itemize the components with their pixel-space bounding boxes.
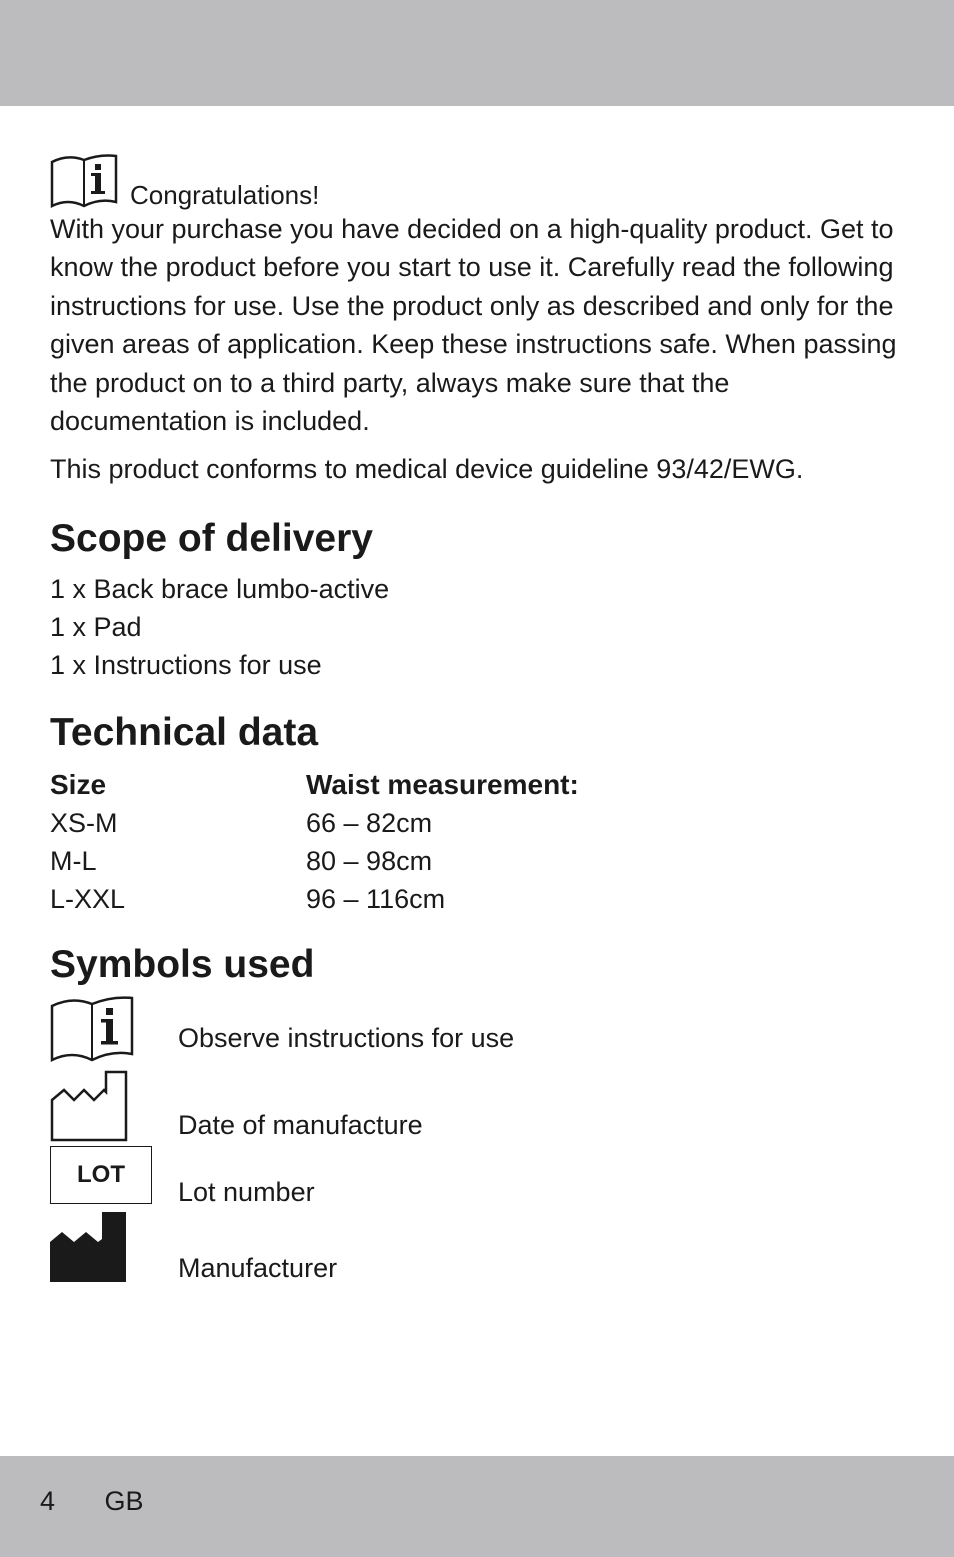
symbol-label: Lot number (178, 1177, 315, 1208)
date-of-manufacture-icon (50, 1070, 128, 1142)
page-content (50, 148, 910, 1288)
symbols-list (50, 988, 910, 1288)
waist-cell: 80 – 98cm (306, 845, 433, 876)
waist-cell: 66 – 82cm (306, 807, 433, 838)
conformity-statement: This product conforms to medical device guideline 93/42/EWG. (50, 454, 804, 485)
list-item: 1 x Back brace lumbo-active (50, 574, 390, 605)
page-number: 4 (40, 1486, 56, 1516)
size-cell: M-L (50, 845, 97, 876)
congratulations-text: Congratulations! (130, 180, 320, 210)
table-row (50, 842, 579, 880)
size-cell: L-XXL (50, 883, 126, 914)
manufacturer-icon (50, 1212, 128, 1284)
instructions-book-icon (50, 152, 118, 210)
table-header-row (50, 766, 579, 804)
waist-cell: 96 – 116cm (306, 883, 446, 914)
scope-heading: Scope of delivery (50, 517, 373, 561)
page-footer (40, 1482, 144, 1520)
table-row (50, 804, 579, 842)
table-row (50, 880, 579, 918)
symbols-heading: Symbols used (50, 943, 315, 987)
size-header: Size (50, 769, 107, 801)
lot-icon: LOT (50, 1146, 152, 1204)
list-item: 1 x Pad (50, 612, 142, 643)
top-band (0, 0, 954, 106)
symbol-label: Observe instructions for use (178, 1023, 515, 1054)
instructions-book-icon (50, 994, 134, 1064)
symbol-label: Manufacturer (178, 1253, 338, 1284)
list-item: 1 x Instructions for use (50, 650, 322, 681)
technical-heading: Technical data (50, 711, 319, 755)
scope-list (50, 570, 910, 684)
intro-heading (50, 148, 910, 210)
size-cell: XS-M (50, 807, 118, 838)
language-code: GB (104, 1486, 144, 1516)
intro-paragraph: With your purchase you have decided on a high-quality product. Get to know the product before you start to use it. Carefully read the following instructions for use. Use the product only as described and only for the given areas of application. Keep these instructions safe. When passing the product on to a third party, always make sure that the documentation is included. (50, 214, 897, 437)
waist-header: Waist measurement: (306, 769, 579, 801)
technical-table (50, 766, 579, 918)
symbol-label: Date of manufacture (178, 1110, 423, 1141)
